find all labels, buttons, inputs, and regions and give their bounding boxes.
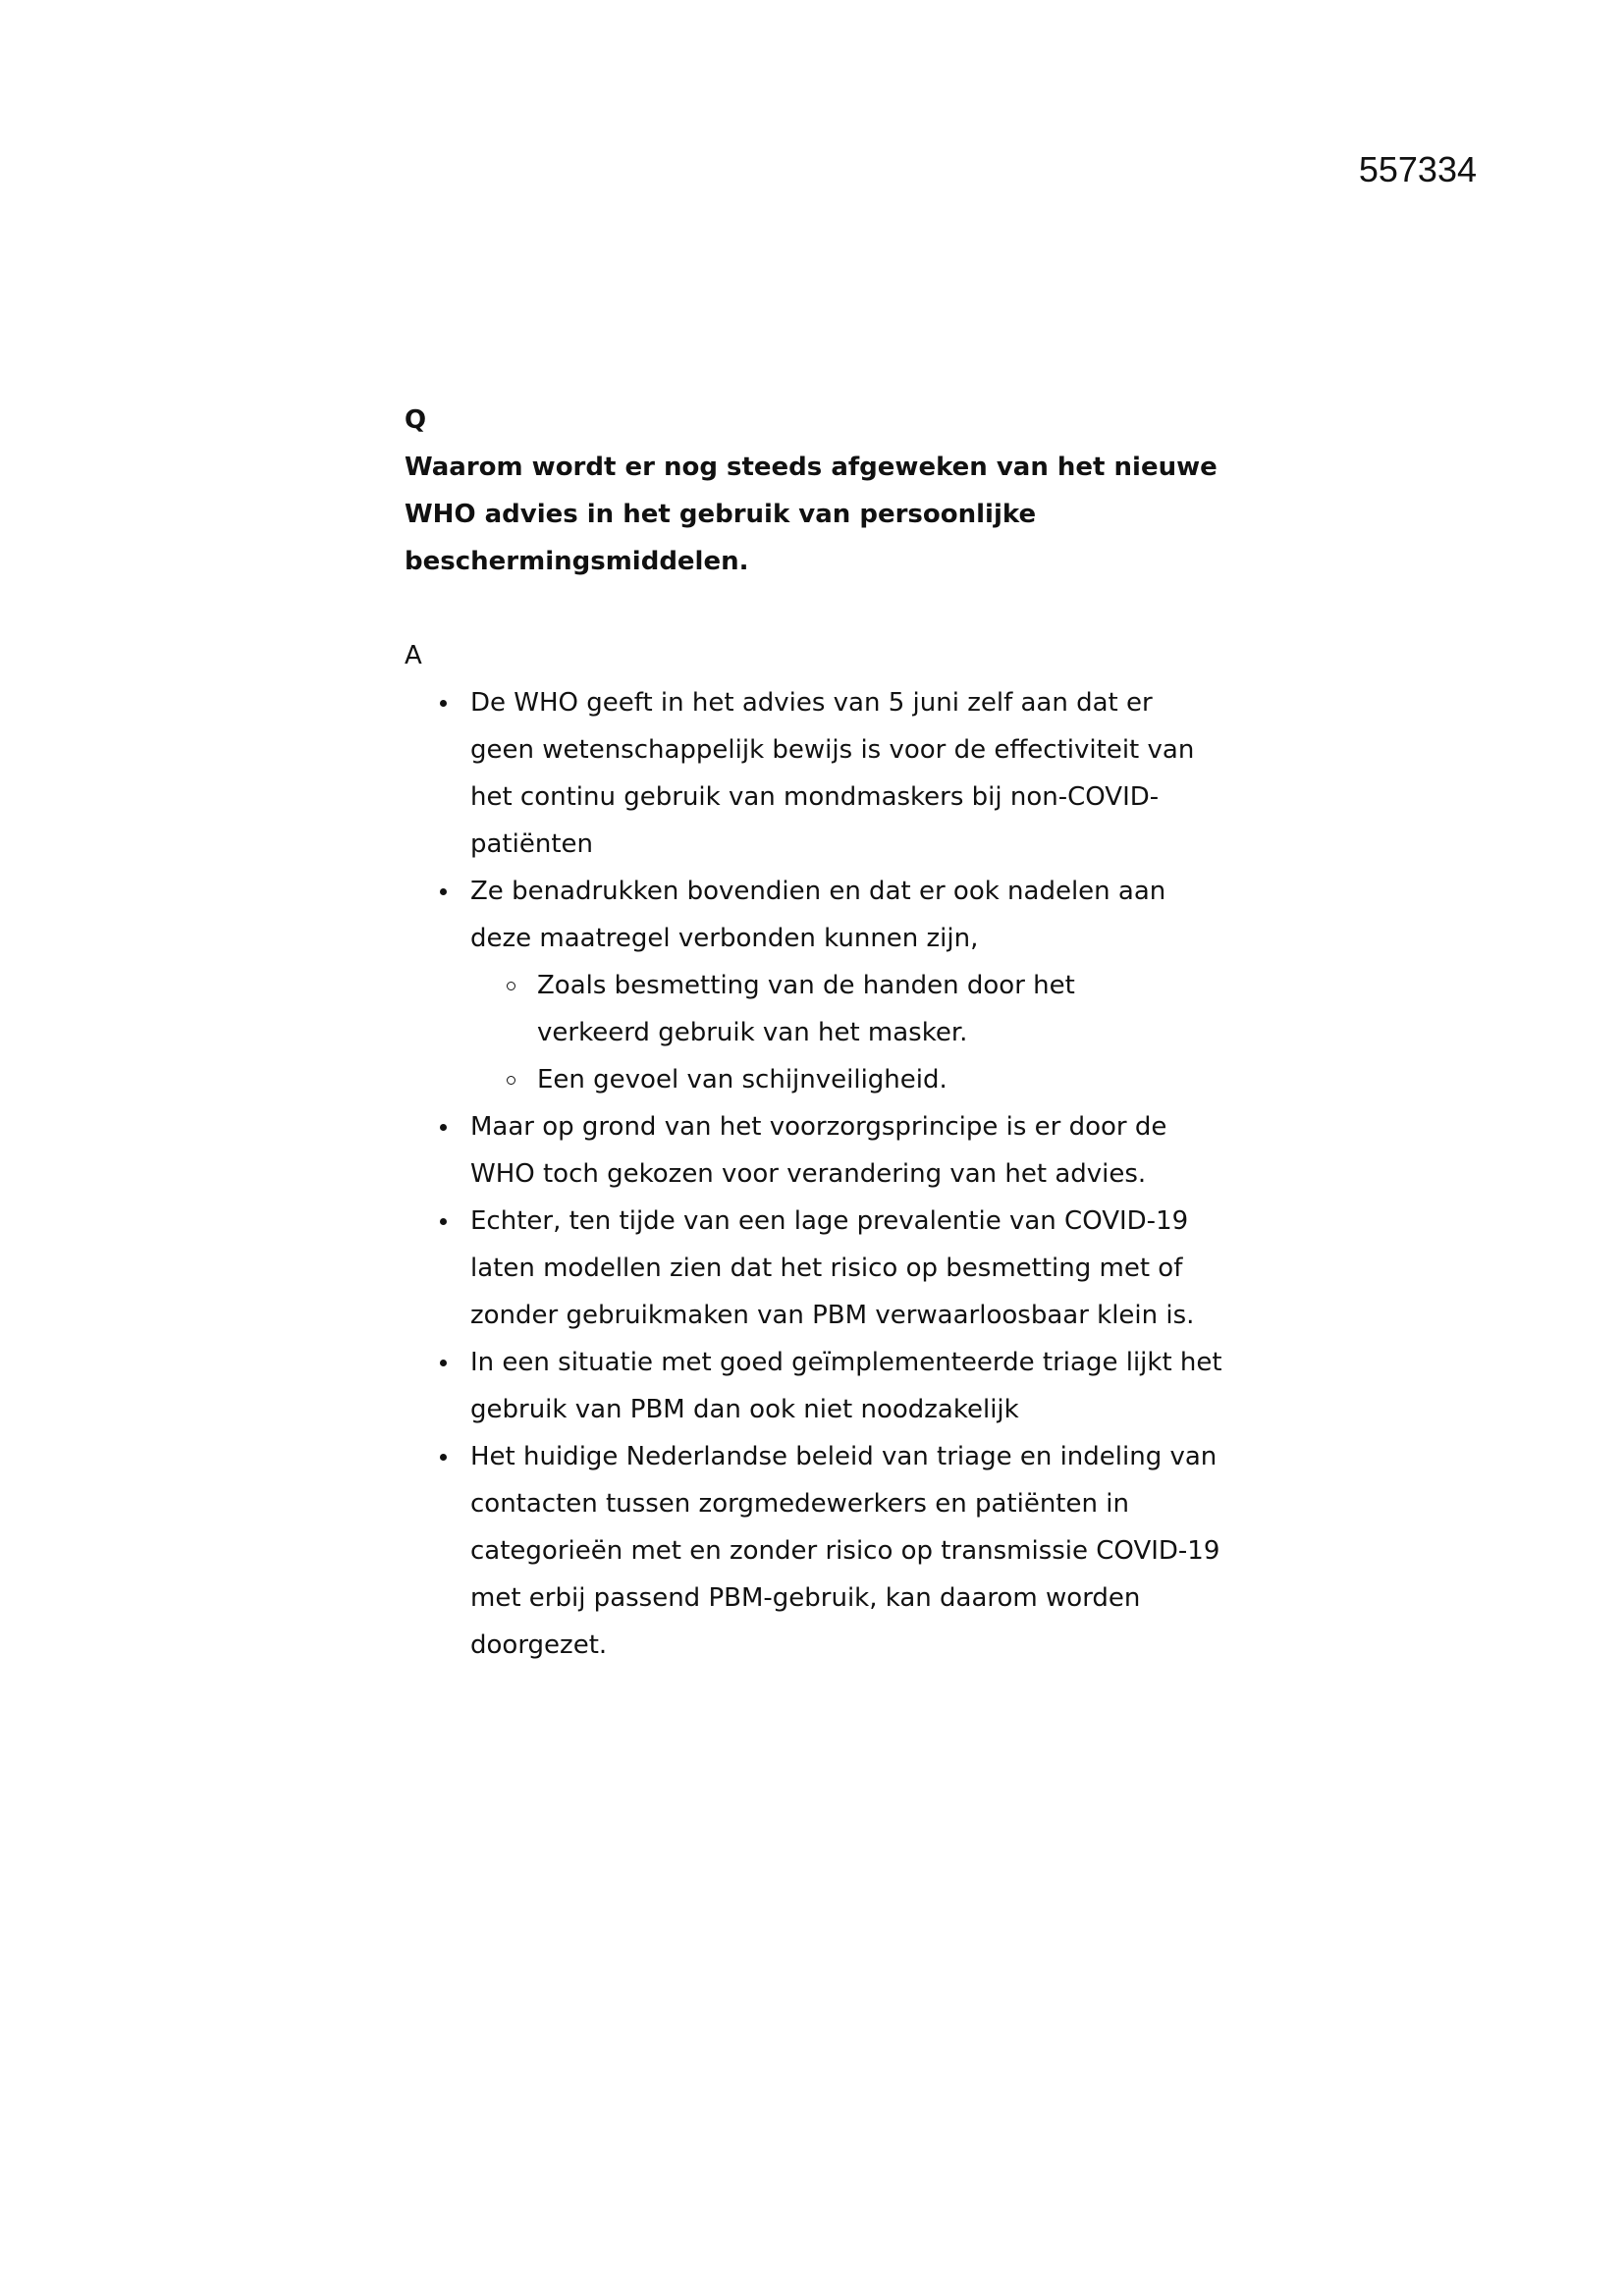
answer-bullet-text: Maar op grond van het voorzorgsprincipe is er door de WHO toch gekozen voor verandering van het advies. (470, 1112, 1167, 1189)
answer-bullet (405, 1103, 1197, 1198)
answer-bullet-text: De WHO geeft in het advies van 5 juni zelf aan dat er geen wetenschappelijk bewijs is voor de effectiviteit van het continu gebruik van mondmaskers bij non-COVID-patiënten (470, 688, 1195, 859)
answer-bullet-text: Ze benadrukken bovendien en dat er ook nadelen aan deze maatregel verbonden kunnen zijn, (470, 877, 1166, 953)
question-label: Q (405, 405, 427, 435)
answer-bullet-text: Echter, ten tijde van een lage prevalentie van COVID-19 laten modellen zien dat het risico op besmetting met of zonder gebruikmaken van PBM verwaarloosbaar klein is. (470, 1206, 1195, 1330)
question-text: Waarom wordt er nog steeds afgeweken van het nieuwe WHO advies in het gebruik van persoonlijke beschermingsmiddelen. (405, 453, 1218, 576)
answer-list (405, 679, 1249, 1669)
answer-sub-bullet-text: Een gevoel van schijnveiligheid. (537, 1065, 947, 1095)
answer-sub-list (470, 962, 1197, 1103)
document-body (405, 397, 1249, 1669)
document-id: 557334 (1358, 149, 1477, 189)
answer-bullet-text: Het huidige Nederlandse beleid van triage en indeling van contacten tussen zorgmedewerkers en patiënten in categorieën met en zonder risico op transmissie COVID-19 met erbij passend PBM-gebruik, kan daarom worden doorgezet. (470, 1442, 1220, 1660)
answer-sub-bullet (470, 962, 1165, 1056)
answer-sub-bullet-text: Zoals besmetting van de handen door het verkeerd gebruik van het masker. (537, 971, 1075, 1047)
answer-bullet (405, 679, 1197, 868)
answer-bullet (405, 868, 1197, 1103)
answer-label: A (405, 641, 422, 670)
answer-sub-bullet (470, 1056, 1165, 1103)
answer-bullet (405, 1198, 1217, 1339)
answer-bullet (405, 1339, 1236, 1433)
answer-bullet-text: In een situatie met goed geïmplementeerde triage lijkt het gebruik van PBM dan ook niet noodzakelijk (470, 1348, 1222, 1424)
answer-bullet (405, 1433, 1246, 1669)
